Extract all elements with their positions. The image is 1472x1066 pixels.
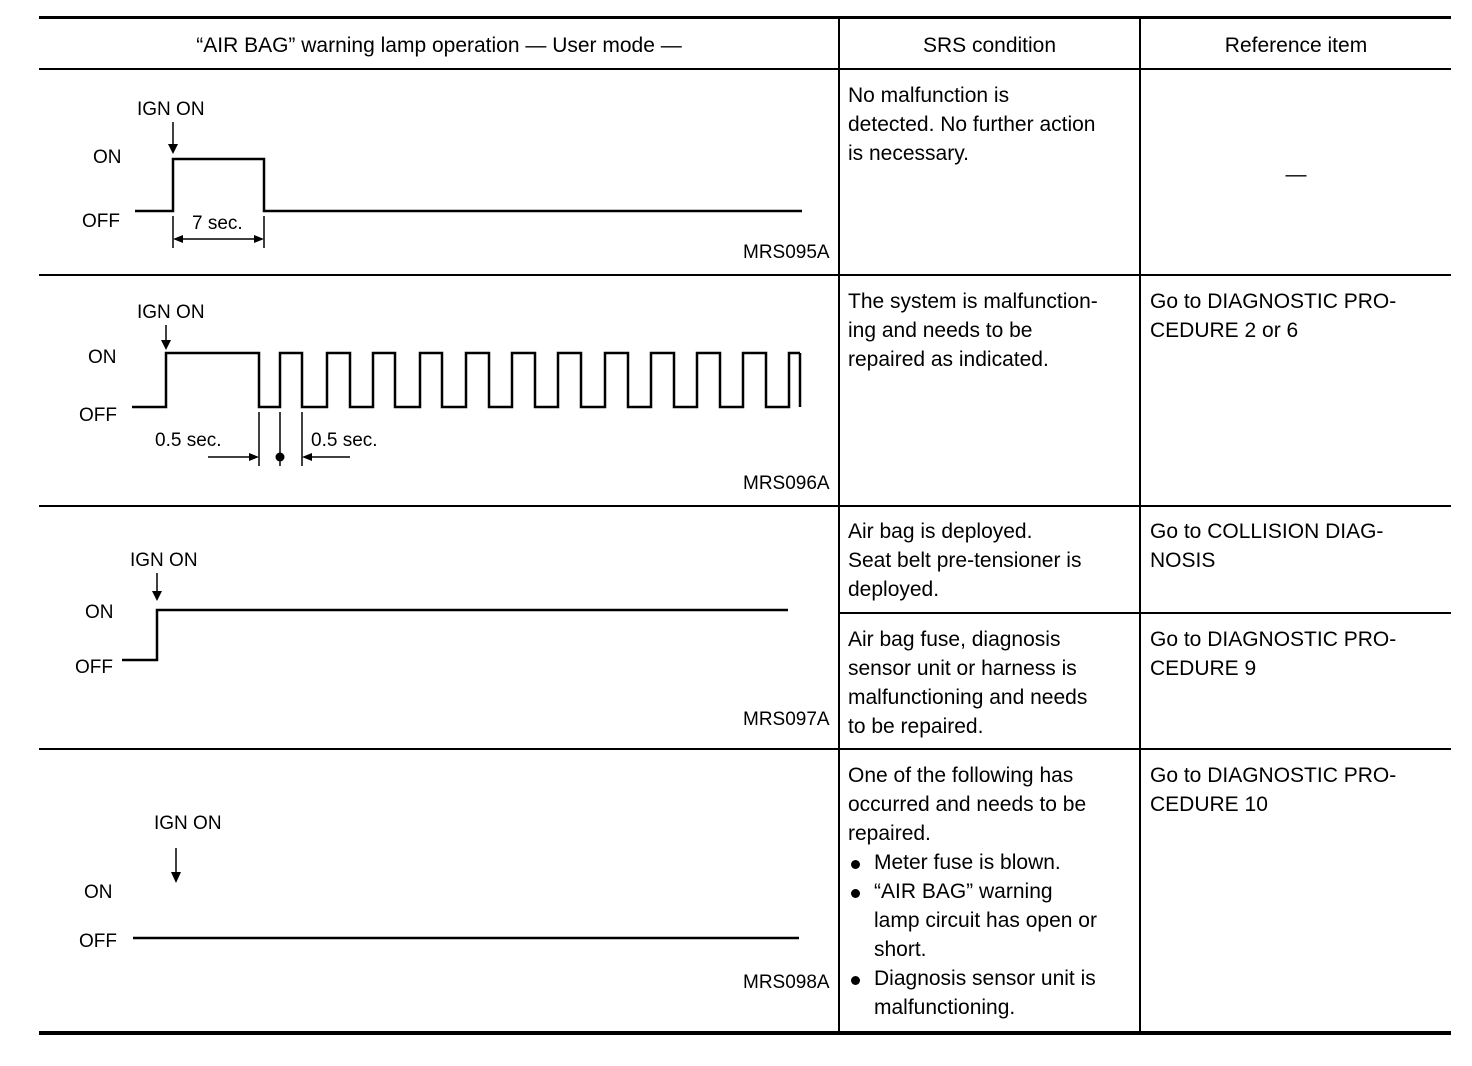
condition-bullet: Meter fuse is blown. [848, 848, 1097, 877]
condition-row4: One of the following has occurred and needs to be repaired. Meter fuse is blown. “AIR BAG” warning lamp circuit has open or short. Diagnosis sensor unit is malfunctioning. [848, 761, 1097, 1022]
ign-on-label: IGN ON [137, 99, 205, 120]
dimension-arrow-icon [254, 235, 264, 243]
figure-mrs097a [40, 507, 838, 748]
figure-mrs096a [40, 276, 838, 505]
duration-label: 7 sec. [192, 213, 243, 234]
reference-row4: Go to DIAGNOSTIC PRO- CEDURE 10 [1150, 764, 1397, 816]
col-divider-1 [838, 17, 840, 1033]
table-bottom-rule [39, 1031, 1451, 1035]
figure-mrs098a [40, 750, 838, 1031]
duration-label-left: 0.5 sec. [155, 430, 222, 451]
figure-code: MRS096A [743, 473, 830, 494]
condition-bullet: “AIR BAG” warning lamp circuit has open or short. [848, 877, 1097, 964]
ign-arrow-icon [168, 144, 178, 154]
lamp-waveform [122, 610, 788, 660]
condition-bullet: Diagnosis sensor unit is malfunctioning. [848, 964, 1097, 1022]
on-label: ON [88, 347, 117, 368]
reference-row2: Go to DIAGNOSTIC PRO- CEDURE 2 or 6 [1150, 290, 1397, 342]
condition-row3b: Air bag fuse, diagnosis sensor unit or harness is malfunctioning and needs to be repaired. [848, 628, 1088, 738]
figure-mrs095a [40, 70, 838, 274]
duration-label-right: 0.5 sec. [311, 430, 378, 451]
off-label: OFF [79, 405, 117, 426]
ign-arrow-icon [161, 340, 171, 350]
on-label: ON [84, 882, 113, 903]
header-srs-condition: SRS condition [922, 34, 1057, 57]
reference-row3b: Go to DIAGNOSTIC PRO- CEDURE 9 [1150, 628, 1397, 680]
off-label: OFF [82, 211, 120, 232]
on-label: ON [85, 602, 114, 623]
lamp-waveform [135, 159, 802, 211]
condition-row1: No malfunction is detected. No further action is necessary. [848, 84, 1096, 165]
condition-row2: The system is malfunction- ing and needs to be repaired as indicated. [848, 290, 1098, 371]
on-label: ON [93, 147, 122, 168]
reference-row3a: Go to COLLISION DIAG- NOSIS [1150, 520, 1384, 572]
figure-code: MRS095A [743, 242, 830, 263]
ign-on-label: IGN ON [137, 302, 205, 323]
dimension-arrow-icon [302, 453, 312, 461]
off-label: OFF [79, 931, 117, 952]
ign-on-label: IGN ON [154, 813, 222, 834]
header-reference-item: Reference item [1224, 34, 1368, 57]
lamp-waveform [132, 353, 800, 407]
row3-split-rule [838, 612, 1451, 614]
off-label: OFF [75, 657, 113, 678]
table-top-rule [39, 16, 1451, 19]
dimension-arrow-icon [249, 453, 259, 461]
condition-row3a: Air bag is deployed. Seat belt pre-tensioner is deployed. [848, 520, 1082, 601]
ign-on-label: IGN ON [130, 550, 198, 571]
header-lamp-operation: “AIR BAG” warning lamp operation — User mode — [196, 34, 682, 57]
figure-code: MRS098A [743, 972, 830, 993]
dimension-arrow-icon [173, 235, 183, 243]
figure-code: MRS097A [743, 709, 830, 730]
reference-row1: — [1285, 163, 1307, 186]
ign-arrow-icon [152, 591, 162, 601]
ign-arrow-icon [171, 872, 181, 883]
dimension-dot-icon [276, 453, 285, 462]
